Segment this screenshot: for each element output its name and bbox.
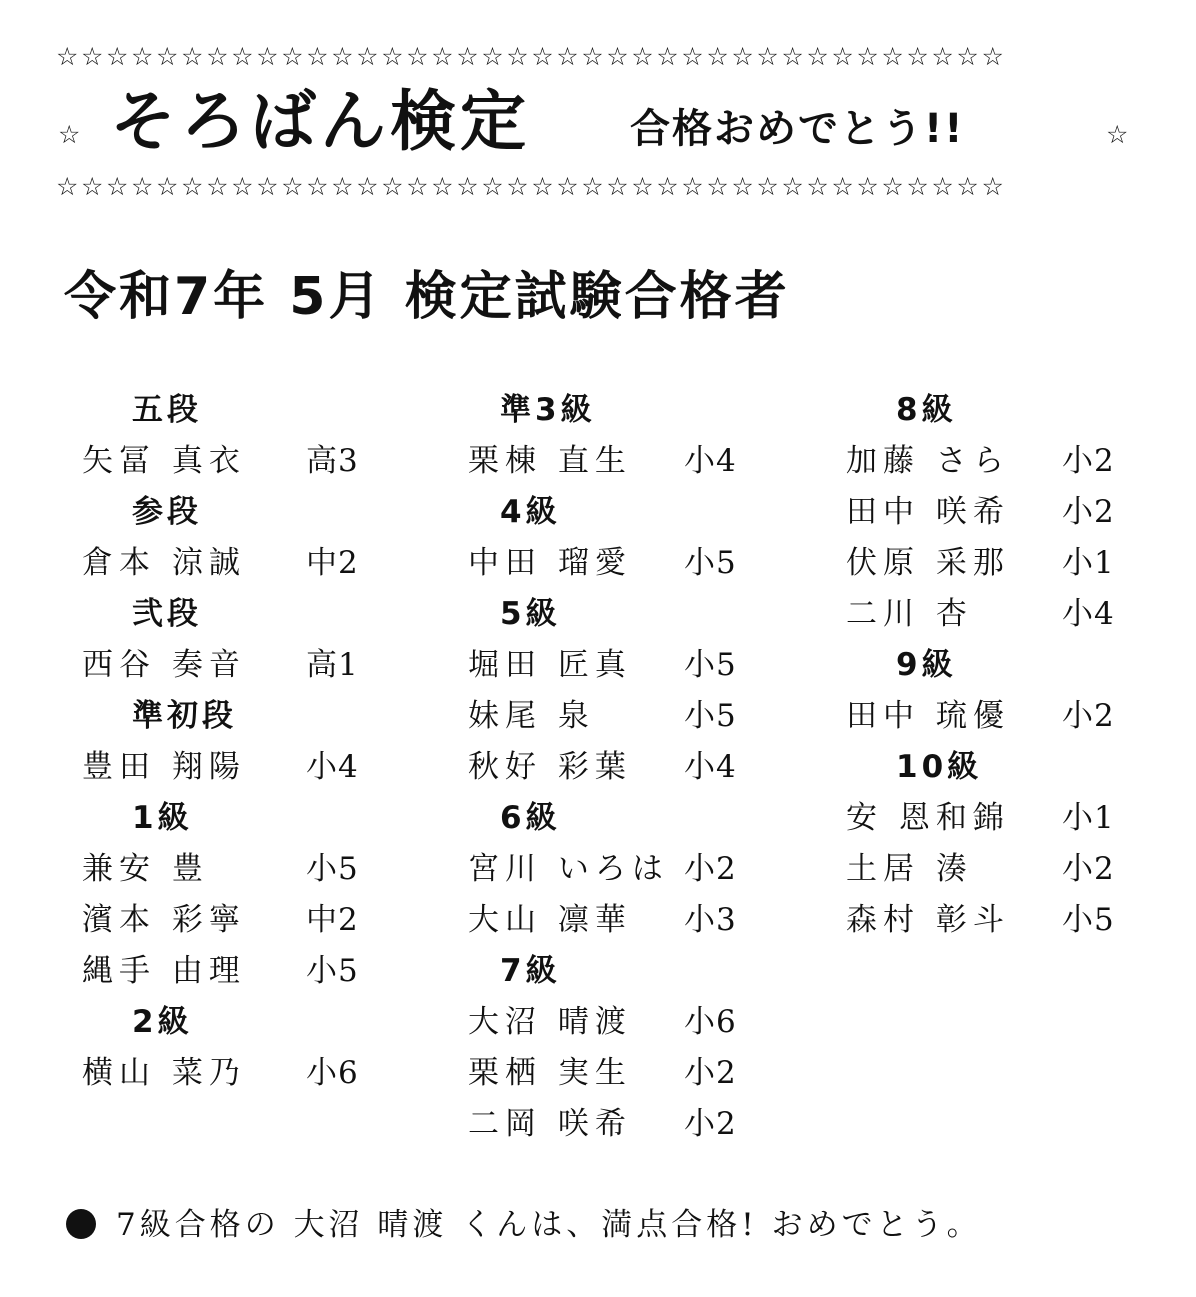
list-item bbox=[842, 538, 1162, 589]
school-year: 小2 bbox=[1062, 494, 1115, 530]
grade-heading: 4級 bbox=[500, 494, 561, 530]
school-year: 高1 bbox=[306, 647, 359, 683]
school-year: 小2 bbox=[1062, 698, 1115, 734]
list-item bbox=[464, 742, 784, 793]
list-item bbox=[78, 640, 398, 691]
school-year: 小6 bbox=[684, 1004, 737, 1040]
list-item bbox=[842, 487, 1162, 538]
school-year: 小5 bbox=[306, 953, 359, 989]
grade-heading: 1級 bbox=[132, 800, 193, 836]
student-name: 伏原 采那 bbox=[846, 545, 1010, 581]
school-year: 小1 bbox=[1062, 800, 1115, 836]
student-name: 安 恩和錦 bbox=[846, 800, 1010, 836]
student-name: 縄手 由理 bbox=[82, 953, 246, 989]
page-heading: 令和7年 5月 検定試験合格者 bbox=[64, 267, 790, 327]
list-item bbox=[78, 538, 398, 589]
list-item bbox=[842, 844, 1162, 895]
note-text: 7級合格の 大沼 晴渡 くんは、満点合格! おめでとう。 bbox=[116, 1207, 982, 1243]
star-border-top: ☆☆☆☆☆☆☆☆☆☆☆☆☆☆☆☆☆☆☆☆☆☆☆☆☆☆☆☆☆☆☆☆☆☆☆☆☆☆ bbox=[56, 42, 1007, 71]
student-name: 横山 菜乃 bbox=[82, 1055, 246, 1091]
student-name: 兼安 豊 bbox=[82, 851, 209, 887]
list-item bbox=[464, 1099, 784, 1150]
list-item bbox=[842, 895, 1162, 946]
grade-heading: 準初段 bbox=[132, 698, 237, 734]
grade-heading: 2級 bbox=[132, 1004, 193, 1040]
main-title: そろばん検定 bbox=[110, 83, 530, 160]
list-item bbox=[464, 997, 784, 1048]
star-icon: ☆ bbox=[58, 120, 81, 149]
results-column bbox=[842, 385, 1162, 946]
grade-heading: 参段 bbox=[132, 494, 202, 530]
student-name: 森村 彰斗 bbox=[846, 902, 1010, 938]
school-year: 小5 bbox=[684, 647, 737, 683]
results-column bbox=[464, 385, 784, 1150]
star-border-bottom: ☆☆☆☆☆☆☆☆☆☆☆☆☆☆☆☆☆☆☆☆☆☆☆☆☆☆☆☆☆☆☆☆☆☆☆☆☆☆ bbox=[56, 172, 1007, 201]
list-item bbox=[464, 691, 784, 742]
sub-title: 合格おめでとう!! bbox=[630, 106, 965, 152]
student-name: 田中 琉優 bbox=[846, 698, 1010, 734]
list-item bbox=[78, 946, 398, 997]
grade-heading: 7級 bbox=[500, 953, 561, 989]
student-name: 栗栖 実生 bbox=[468, 1055, 632, 1091]
grade-heading: 10級 bbox=[896, 749, 983, 785]
grade-heading: 五段 bbox=[132, 392, 202, 428]
school-year: 小5 bbox=[684, 545, 737, 581]
list-item bbox=[78, 742, 398, 793]
grade-heading: 弐段 bbox=[132, 596, 202, 632]
grade-heading: 準3級 bbox=[500, 392, 596, 428]
school-year: 小2 bbox=[684, 1106, 737, 1142]
congratulation-note bbox=[66, 1200, 982, 1250]
student-name: 濱本 彩寧 bbox=[82, 902, 246, 938]
student-name: 大沼 晴渡 bbox=[468, 1004, 632, 1040]
list-item bbox=[464, 844, 784, 895]
student-name: 中田 瑠愛 bbox=[468, 545, 632, 581]
grade-heading: 9級 bbox=[896, 647, 957, 683]
list-item bbox=[842, 589, 1162, 640]
list-item bbox=[464, 436, 784, 487]
student-name: 栗棟 直生 bbox=[468, 443, 632, 479]
student-name: 加藤 さら bbox=[846, 443, 1010, 479]
student-name: 宮川 いろは bbox=[468, 851, 669, 887]
list-item bbox=[842, 793, 1162, 844]
list-item bbox=[78, 1048, 398, 1099]
list-item bbox=[78, 436, 398, 487]
results-column bbox=[78, 385, 398, 1099]
star-icon: ☆ bbox=[1106, 120, 1129, 149]
student-name: 西谷 奏音 bbox=[82, 647, 246, 683]
student-name: 豊田 翔陽 bbox=[82, 749, 246, 785]
student-name: 倉本 涼誠 bbox=[82, 545, 246, 581]
list-item bbox=[464, 895, 784, 946]
list-item bbox=[464, 640, 784, 691]
student-name: 大山 凛華 bbox=[468, 902, 632, 938]
student-name: 二川 杏 bbox=[846, 596, 973, 632]
grade-heading: 8級 bbox=[896, 392, 957, 428]
list-item bbox=[842, 691, 1162, 742]
school-year: 小2 bbox=[1062, 443, 1115, 479]
school-year: 中2 bbox=[306, 545, 359, 581]
list-item bbox=[464, 1048, 784, 1099]
student-name: 矢冨 真衣 bbox=[82, 443, 246, 479]
school-year: 小5 bbox=[1062, 902, 1115, 938]
school-year: 高3 bbox=[306, 443, 359, 479]
student-name: 二岡 咲希 bbox=[468, 1106, 632, 1142]
student-name: 土居 湊 bbox=[846, 851, 973, 887]
list-item bbox=[78, 895, 398, 946]
school-year: 小4 bbox=[306, 749, 359, 785]
school-year: 小5 bbox=[306, 851, 359, 887]
grade-heading: 6級 bbox=[500, 800, 561, 836]
school-year: 小5 bbox=[684, 698, 737, 734]
bullet-icon bbox=[66, 1209, 96, 1239]
student-name: 秋好 彩葉 bbox=[468, 749, 632, 785]
school-year: 小3 bbox=[684, 902, 737, 938]
list-item bbox=[78, 844, 398, 895]
school-year: 小4 bbox=[1062, 596, 1115, 632]
school-year: 小4 bbox=[684, 443, 737, 479]
school-year: 小6 bbox=[306, 1055, 359, 1091]
school-year: 小2 bbox=[684, 851, 737, 887]
student-name: 堀田 匠真 bbox=[468, 647, 632, 683]
school-year: 小1 bbox=[1062, 545, 1115, 581]
school-year: 中2 bbox=[306, 902, 359, 938]
list-item bbox=[842, 436, 1162, 487]
list-item bbox=[464, 538, 784, 589]
school-year: 小2 bbox=[1062, 851, 1115, 887]
school-year: 小2 bbox=[684, 1055, 737, 1091]
school-year: 小4 bbox=[684, 749, 737, 785]
student-name: 妹尾 泉 bbox=[468, 698, 595, 734]
student-name: 田中 咲希 bbox=[846, 494, 1010, 530]
grade-heading: 5級 bbox=[500, 596, 561, 632]
